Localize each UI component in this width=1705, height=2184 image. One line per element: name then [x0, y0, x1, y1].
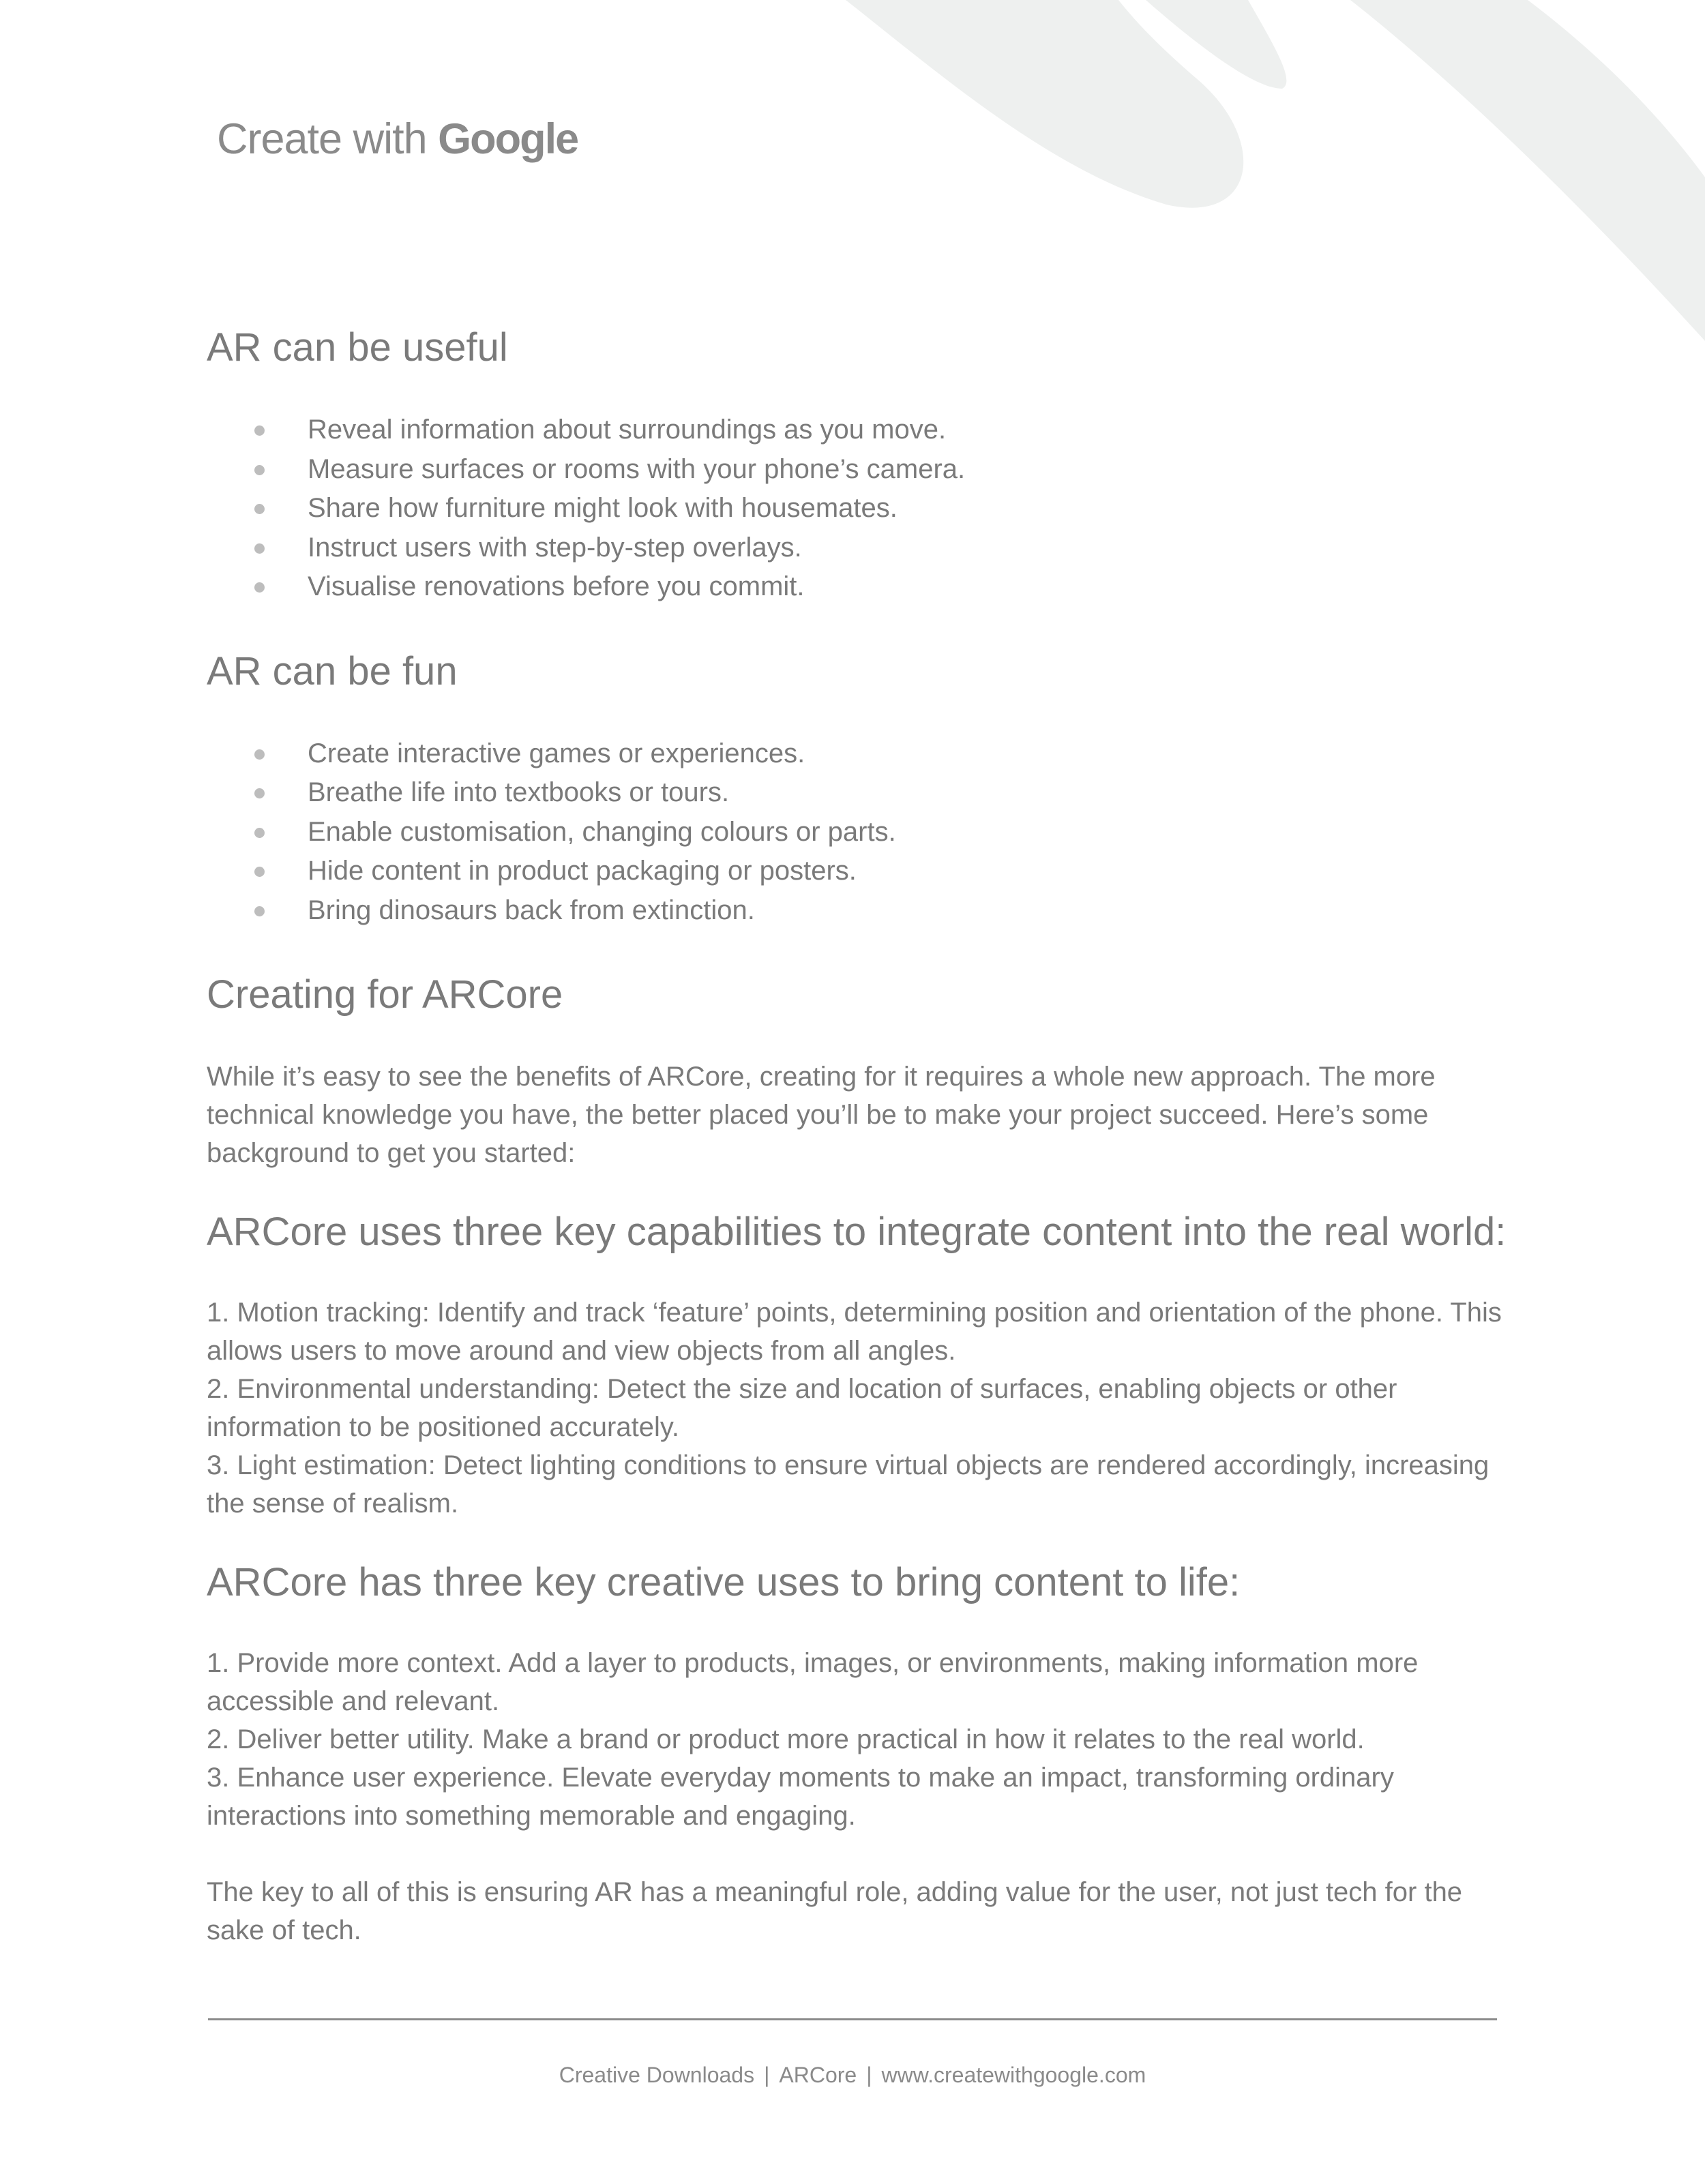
list-item: Enable customisation, changing colours or parts.	[308, 813, 1516, 852]
list-item: Hide content in product packaging or posters.	[308, 852, 1516, 891]
bullet-icon	[254, 504, 265, 514]
list-item: Bring dinosaurs back from extinction.	[308, 891, 1516, 931]
list-item: Reveal information about surroundings as you move.	[308, 410, 1516, 450]
list-item: 2. Environmental understanding: Detect the size and location of surfaces, enabling objects or other information to be positioned accurately.	[207, 1374, 1397, 1442]
heading-arcore-creative-uses: ARCore has three key creative uses to bring content to life:	[207, 1560, 1241, 1604]
brand-logo	[217, 115, 578, 164]
list-item: Create interactive games or experiences.	[308, 734, 1516, 774]
document-body	[207, 320, 1516, 1949]
bullet-icon	[254, 867, 265, 877]
footer-separator: |	[764, 2063, 770, 2087]
footer-separator: |	[866, 2063, 872, 2087]
bullet-icon	[254, 465, 265, 475]
list-ar-useful	[207, 410, 1516, 607]
paragraph-creating-intro: While it’s easy to see the benefits of ARCore, creating for it requires a whole new approach. The more technical knowledge you have, the better placed you’ll be to make your project succeed. Here’s some background to get you started:	[207, 1062, 1436, 1168]
paragraph-closing: The key to all of this is ensuring AR has a meaningful role, adding value for the user, not just tech for the sake of tech.	[207, 1877, 1463, 1945]
list-item: 1. Provide more context. Add a layer to products, images, or environments, making information more accessible and relevant.	[207, 1648, 1419, 1716]
footer-arcore: ARCore	[779, 2063, 857, 2087]
bullet-icon	[254, 906, 265, 916]
bullet-icon	[254, 788, 265, 798]
list-item: 3. Light estimation: Detect lighting conditions to ensure virtual objects are rendered accordingly, increasing the sense of realism.	[207, 1450, 1489, 1519]
bullet-icon	[254, 828, 265, 838]
list-item: Instruct users with step-by-step overlays.	[308, 528, 1516, 568]
footer-divider	[208, 2018, 1497, 2020]
footer-website-link: www.createwithgoogle.com	[881, 2063, 1146, 2087]
list-item: Visualise renovations before you commit.	[308, 567, 1516, 607]
brand-prefix: Create with	[217, 115, 439, 163]
footer-creative-downloads: Creative Downloads	[559, 2063, 755, 2087]
list-arcore-capabilities	[207, 1293, 1516, 1523]
list-item: Measure surfaces or rooms with your phone’s camera.	[308, 450, 1516, 490]
brand-name: Google	[438, 115, 578, 163]
bullet-icon	[254, 582, 265, 593]
list-item: Share how furniture might look with housemates.	[308, 489, 1516, 528]
heading-arcore-capabilities: ARCore uses three key capabilities to integrate content into the real world:	[207, 1210, 1507, 1254]
footer	[0, 2063, 1705, 2088]
heading-creating-arcore: Creating for ARCore	[207, 972, 563, 1017]
bullet-icon	[254, 425, 265, 436]
list-ar-fun	[207, 734, 1516, 931]
heading-ar-fun: AR can be fun	[207, 648, 458, 693]
bullet-icon	[254, 749, 265, 760]
list-item: Breathe life into textbooks or tours.	[308, 773, 1516, 813]
decorative-corner-shape	[846, 0, 1705, 355]
bullet-icon	[254, 543, 265, 554]
list-arcore-creative-uses	[207, 1644, 1516, 1835]
list-item: 2. Deliver better utility. Make a brand or product more practical in how it relates to the real world.	[207, 1724, 1365, 1754]
list-item: 1. Motion tracking: Identify and track ‘feature’ points, determining position and orientation of the phone. This allows users to move around and view objects from all angles.	[207, 1298, 1502, 1366]
heading-ar-useful: AR can be useful	[207, 325, 508, 370]
list-item: 3. Enhance user experience. Elevate everyday moments to make an impact, transforming ordinary interactions into something memorable and engaging.	[207, 1763, 1394, 1831]
